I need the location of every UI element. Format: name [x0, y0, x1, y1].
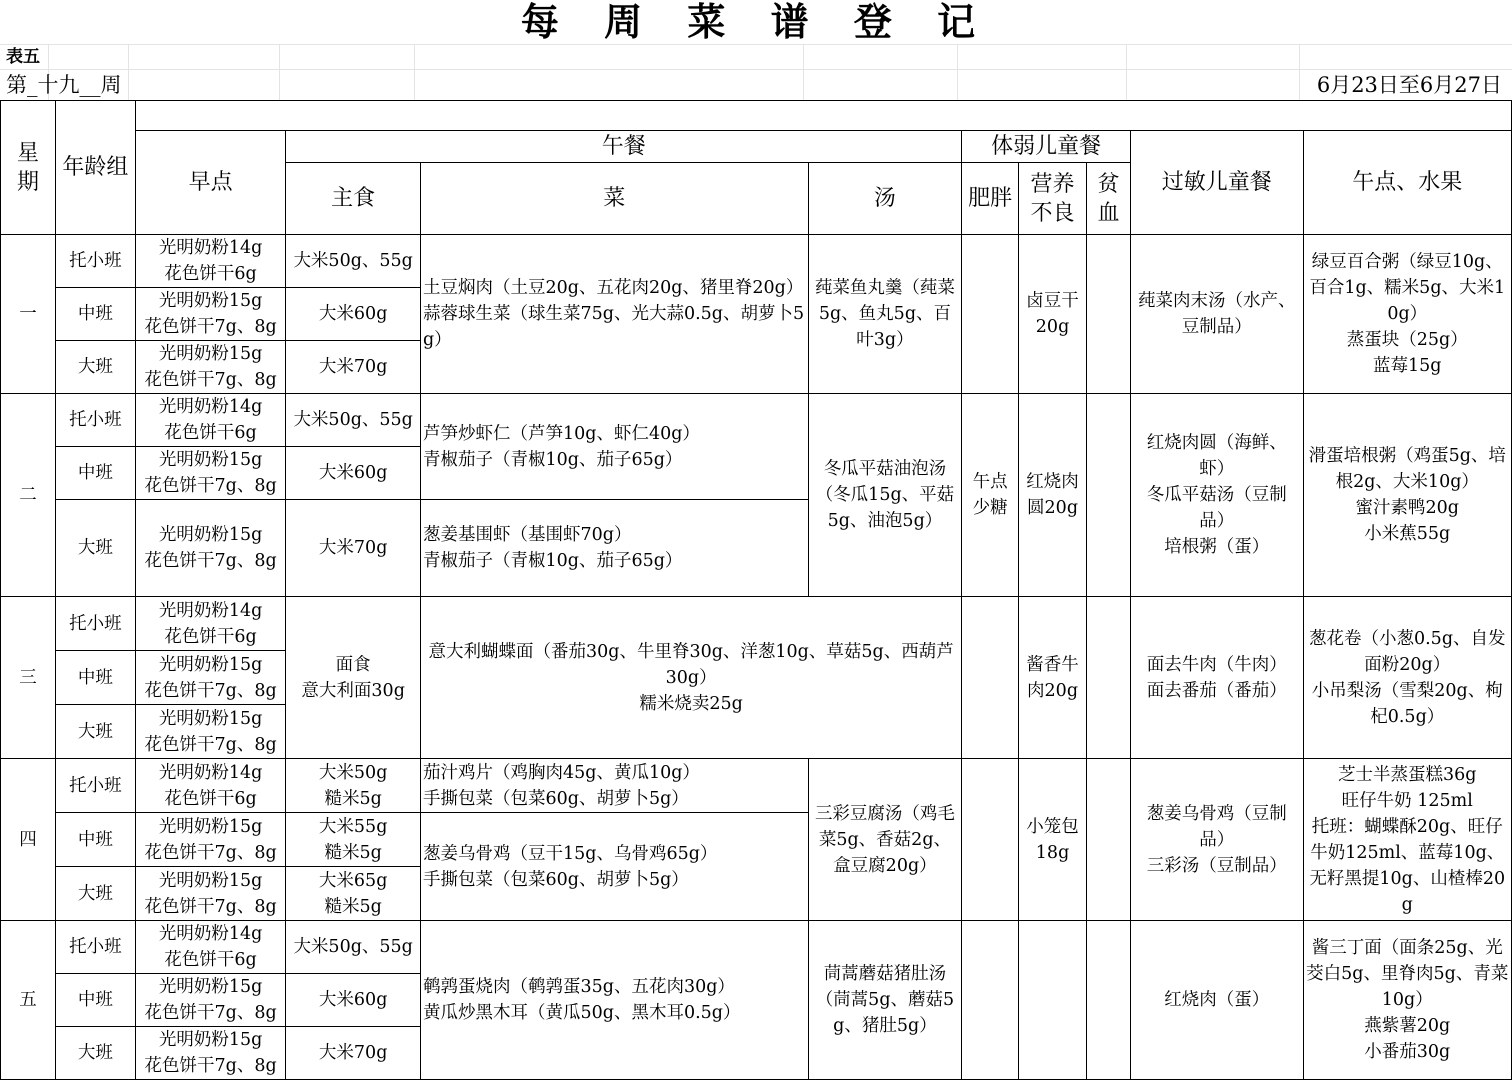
table-label: 表五 [6, 47, 40, 67]
age-group-cell: 中班 [56, 813, 136, 867]
staple-cell: 大米60g [286, 447, 421, 500]
dish-cell: 芦笋炒虾仁（芦笋10g、虾仁40g） 青椒茄子（青椒10g、茄子65g） [420, 394, 808, 500]
header-obese: 肥胖 [962, 163, 1019, 235]
allergy-cell: 面去牛肉（牛肉） 面去番茄（番茄） [1130, 597, 1303, 759]
dish-cell: 意大利蝴蝶面（番茄30g、牛里脊30g、洋葱10g、草菇5g、西葫芦30g） 糯米烧卖25g [420, 597, 961, 759]
staple-cell: 大米60g [286, 974, 421, 1027]
header-weekday: 星期 [1, 101, 56, 235]
header-dish: 菜 [420, 163, 808, 235]
allergy-cell: 莼菜肉末汤（水产、豆制品） [1130, 235, 1303, 394]
soup-cell: 冬瓜平菇油泡汤（冬瓜15g、平菇5g、油泡5g） [808, 394, 962, 597]
breakfast-cell: 光明奶粉15g 花色饼干7g、8g [135, 1027, 286, 1080]
header-snack-fruit: 午点、水果 [1303, 131, 1511, 235]
breakfast-cell: 光明奶粉15g 花色饼干7g、8g [135, 447, 286, 500]
snack-cell: 葱花卷（小葱0.5g、自发面粉20g） 小吊梨汤（雪梨20g、枸杞0.5g） [1303, 597, 1511, 759]
page-title: 每 周 菜 谱 登 记 [520, 0, 992, 44]
gridline [957, 44, 958, 100]
age-group-cell: 大班 [56, 1027, 136, 1080]
age-group-cell: 托小班 [56, 597, 136, 651]
age-group-cell: 中班 [56, 288, 136, 341]
allergy-cell: 红烧肉（蛋） [1130, 921, 1303, 1080]
staple-cell: 大米55g 糙米5g [286, 813, 421, 867]
staple-cell: 大米50g、55g [286, 235, 421, 288]
snack-cell: 芝士半蒸蛋糕36g 旺仔牛奶 125ml 托班：蝴蝶酥20g、旺仔牛奶125ml、蓝莓10g、无籽黑提10g、山楂棒20g [1303, 759, 1511, 921]
dish-cell: 土豆焖肉（土豆20g、五花肉20g、猪里脊20g） 蒜蓉球生菜（球生菜75g、光大蒜0.5g、胡萝卜5g） [420, 235, 808, 394]
breakfast-cell: 光明奶粉15g 花色饼干7g、8g [135, 500, 286, 597]
age-group-cell: 托小班 [56, 921, 136, 974]
malnutrition-cell: 卤豆干20g [1019, 235, 1087, 394]
gridline [0, 69, 1512, 70]
dish-cell: 鹌鹑蛋烧肉（鹌鹑蛋35g、五花肉30g） 黄瓜炒黑木耳（黄瓜50g、黑木耳0.5g） [420, 921, 808, 1080]
malnutrition-cell: 红烧肉圆20g [1019, 394, 1087, 597]
dish-cell: 葱姜乌骨鸡（豆干15g、乌骨鸡65g） 手撕包菜（包菜60g、胡萝卜5g） [420, 813, 808, 921]
dish-cell: 葱姜基围虾（基围虾70g） 青椒茄子（青椒10g、茄子65g） [420, 500, 808, 597]
breakfast-cell: 光明奶粉15g 花色饼干7g、8g [135, 813, 286, 867]
malnutrition-cell: 酱香牛肉20g [1019, 597, 1087, 759]
obese-cell [962, 759, 1019, 921]
header-anemia: 贫血 [1086, 163, 1130, 235]
age-group-cell: 中班 [56, 447, 136, 500]
gridline [1299, 44, 1300, 100]
anemia-cell [1086, 394, 1130, 597]
age-group-cell: 大班 [56, 867, 136, 921]
snack-cell: 绿豆百合粥（绿豆10g、百合1g、糯米5g、大米10g） 蒸蛋块（25g） 蓝莓15g [1303, 235, 1511, 394]
snack-cell: 滑蛋培根粥（鸡蛋5g、培根2g、大米10g） 蜜汁素鸭20g 小米蕉55g [1303, 394, 1511, 597]
obese-cell [962, 235, 1019, 394]
breakfast-cell: 光明奶粉14g 花色饼干6g [135, 759, 286, 813]
age-group-cell: 大班 [56, 341, 136, 394]
malnutrition-cell: 小笼包18g [1019, 759, 1087, 921]
anemia-cell [1086, 759, 1130, 921]
weekday-cell: 一 [1, 235, 56, 394]
allergy-cell: 葱姜乌骨鸡（豆制品） 三彩汤（豆制品） [1130, 759, 1303, 921]
breakfast-cell: 光明奶粉14g 花色饼干6g [135, 235, 286, 288]
anemia-cell [1086, 921, 1130, 1080]
soup-cell: 莼菜鱼丸羹（莼菜5g、鱼丸5g、百叶3g） [808, 235, 962, 394]
staple-cell: 大米65g 糙米5g [286, 867, 421, 921]
gridline [0, 44, 1512, 45]
header-breakfast: 早点 [135, 131, 286, 235]
week-label: 第_十九__周 [6, 73, 122, 97]
age-group-cell: 中班 [56, 974, 136, 1027]
staple-cell: 大米50g、55g [286, 921, 421, 974]
age-group-cell: 大班 [56, 705, 136, 759]
weekday-cell: 五 [1, 921, 56, 1080]
breakfast-cell: 光明奶粉14g 花色饼干6g [135, 394, 286, 447]
header-malnutrition: 营养不良 [1019, 163, 1087, 235]
anemia-cell [1086, 235, 1130, 394]
age-group-cell: 中班 [56, 651, 136, 705]
dish-cell: 茄汁鸡片（鸡胸肉45g、黄瓜10g） 手撕包菜（包菜60g、胡萝卜5g） [420, 759, 808, 813]
header-age-group: 年龄组 [56, 101, 136, 235]
menu-table [0, 100, 1512, 1080]
age-group-cell: 托小班 [56, 759, 136, 813]
snack-cell: 酱三丁面（面条25g、光茭白5g、里脊肉5g、青菜10g） 燕紫薯20g 小番茄30g [1303, 921, 1511, 1080]
breakfast-cell: 光明奶粉15g 花色饼干7g、8g [135, 867, 286, 921]
header-staple: 主食 [286, 163, 421, 235]
staple-cell: 大米70g [286, 341, 421, 394]
header-allergy-meal: 过敏儿童餐 [1130, 131, 1303, 235]
header-lunch: 午餐 [286, 131, 962, 163]
obese-cell: 午点少糖 [962, 394, 1019, 597]
obese-cell [962, 597, 1019, 759]
breakfast-cell: 光明奶粉15g 花色饼干7g、8g [135, 288, 286, 341]
date-range: 6月23日至6月27日 [1316, 73, 1502, 97]
breakfast-cell: 光明奶粉15g 花色饼干7g、8g [135, 974, 286, 1027]
breakfast-cell: 光明奶粉15g 花色饼干7g、8g [135, 705, 286, 759]
breakfast-cell: 光明奶粉15g 花色饼干7g、8g [135, 651, 286, 705]
gridline [128, 44, 129, 100]
header-soup: 汤 [808, 163, 962, 235]
weekday-cell: 四 [1, 759, 56, 921]
gridline [414, 44, 415, 100]
header-blank-cell [135, 101, 1511, 131]
breakfast-cell: 光明奶粉14g 花色饼干6g [135, 921, 286, 974]
staple-cell: 大米50g、55g [286, 394, 421, 447]
header-weak-meal: 体弱儿童餐 [962, 131, 1131, 163]
weekday-cell: 三 [1, 597, 56, 759]
age-group-cell: 托小班 [56, 394, 136, 447]
gridline [279, 44, 280, 100]
staple-cell: 大米60g [286, 288, 421, 341]
soup-cell: 三彩豆腐汤（鸡毛菜5g、香菇2g、盒豆腐20g） [808, 759, 962, 921]
breakfast-cell: 光明奶粉14g 花色饼干6g [135, 597, 286, 651]
staple-cell: 大米70g [286, 1027, 421, 1080]
staple-cell: 大米50g 糙米5g [286, 759, 421, 813]
allergy-cell: 红烧肉圆（海鲜、虾） 冬瓜平菇汤（豆制品） 培根粥（蛋） [1130, 394, 1303, 597]
gridline [803, 44, 804, 100]
age-group-cell: 大班 [56, 500, 136, 597]
obese-cell [962, 921, 1019, 1080]
soup-cell: 茼蒿蘑菇猪肚汤（茼蒿5g、蘑菇5g、猪肚5g） [808, 921, 962, 1080]
staple-cell: 大米70g [286, 500, 421, 597]
malnutrition-cell [1019, 921, 1087, 1080]
staple-cell: 面食 意大利面30g [286, 597, 421, 759]
age-group-cell: 托小班 [56, 235, 136, 288]
breakfast-cell: 光明奶粉15g 花色饼干7g、8g [135, 341, 286, 394]
anemia-cell [1086, 597, 1130, 759]
weekday-cell: 二 [1, 394, 56, 597]
gridline [1126, 44, 1127, 100]
